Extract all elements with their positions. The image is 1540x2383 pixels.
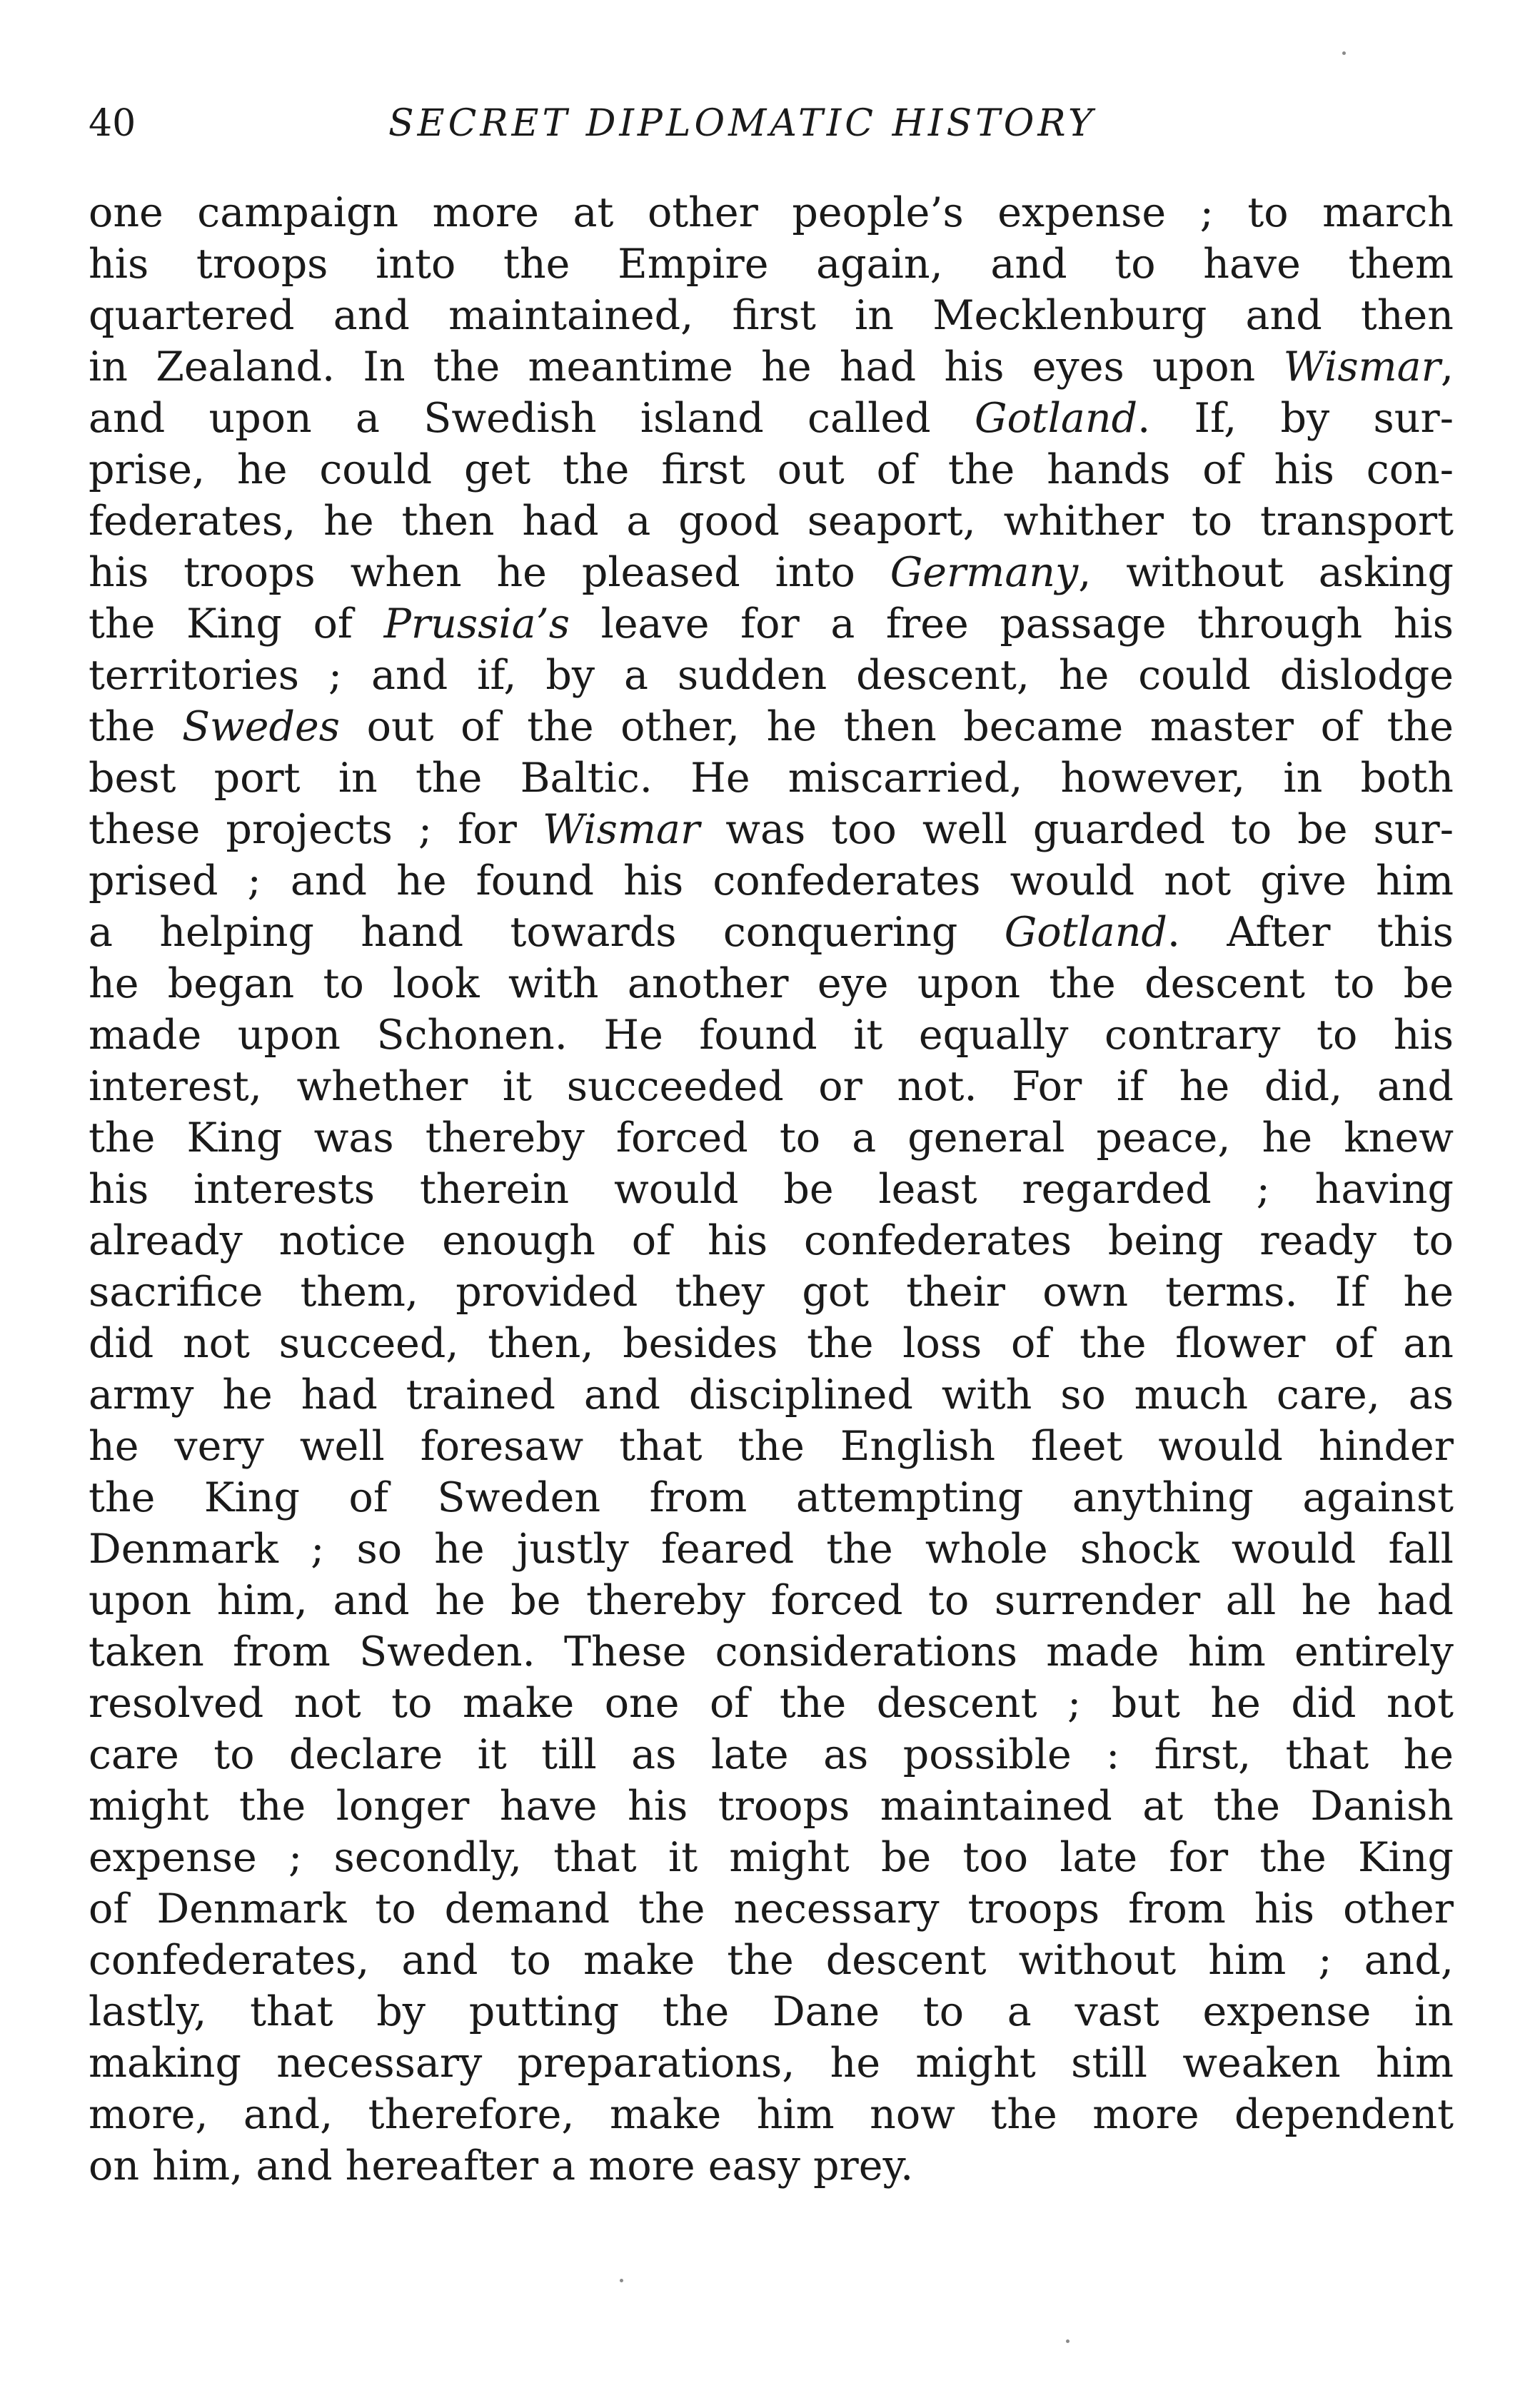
text-line: he began to look with another eye upon the descent to be [89, 960, 1454, 1007]
text-line: sacrifice them, provided they got their own terms. If he [89, 1269, 1454, 1316]
text-line: on him, and hereafter a more easy prey. [89, 2142, 914, 2190]
text-line: he very well foresaw that the English fleet would hinder [89, 1423, 1454, 1470]
italic-term: Wismar [542, 806, 700, 853]
text-line: these projects ; for Wismar was too well guarded to be sur- [89, 806, 1454, 853]
text-line: the King was thereby forced to a general peace, he knew [89, 1114, 1454, 1162]
italic-term: Swedes [181, 703, 341, 750]
text-line: prised ; and he found his confederates would not give him [89, 857, 1454, 905]
text-line: did not succeed, then, besides the loss of the flower of an [89, 1320, 1454, 1367]
page-number: 40 [89, 102, 136, 145]
running-head [89, 99, 1454, 148]
text-line: interest, whether it succeeded or not. For if he did, and [89, 1063, 1454, 1110]
text-line: Denmark ; so he justly feared the whole shock would fall [89, 1526, 1454, 1573]
paper-speck [620, 2279, 623, 2282]
italic-term: Wismar [1283, 343, 1441, 391]
italic-term: Gotland [974, 395, 1138, 442]
text-line: federates, he then had a good seaport, whither to transport [89, 498, 1454, 545]
text-line: his troops into the Empire again, and to have them [89, 241, 1454, 288]
text-line: territories ; and if, by a sudden descent, he could dislodge [89, 652, 1454, 699]
italic-term: Prussia’s [383, 600, 570, 648]
text-line: army he had trained and disciplined with so much care, as [89, 1371, 1454, 1419]
text-line: more, and, therefore, make him now the more dependent [89, 2091, 1454, 2138]
text-line: a helping hand towards conquering Gotland. After this [89, 909, 1454, 956]
text-line: the King of Prussia’s leave for a free passage through his [89, 600, 1454, 648]
text-line: resolved not to make one of the descent ; but he did not [89, 1680, 1454, 1727]
paper-speck [1342, 51, 1346, 55]
text-line: and upon a Swedish island called Gotland. If, by sur- [89, 395, 1454, 442]
text-line: in Zealand. In the meantime he had his eyes upon Wismar, [89, 343, 1454, 391]
running-title: SECRET DIPLOMATIC HISTORY [388, 102, 1097, 145]
text-line: one campaign more at other people’s expense ; to march [89, 189, 1454, 236]
text-line: expense ; secondly, that it might be too late for the King [89, 1834, 1454, 1881]
text-line: care to declare it till as late as possible : first, that he [89, 1731, 1454, 1778]
text-line: the King of Sweden from attempting anything against [89, 1474, 1454, 1521]
text-line: making necessary preparations, he might still weaken him [89, 2040, 1454, 2087]
text-line: his interests therein would be least regarded ; having [89, 1166, 1454, 1213]
body-text [89, 187, 1454, 2192]
text-line: made upon Schonen. He found it equally contrary to his [89, 1012, 1454, 1059]
paper-speck [1066, 2339, 1070, 2343]
italic-term: Gotland [1004, 909, 1167, 956]
text-line: best port in the Baltic. He miscarried, however, in both [89, 755, 1454, 802]
text-line: of Denmark to demand the necessary troops from his other [89, 1885, 1454, 1933]
text-line: quartered and maintained, first in Mecklenburg and then [89, 292, 1454, 339]
text-line: already notice enough of his confederates being ready to [89, 1217, 1454, 1264]
text-line: the Swedes out of the other, he then became master of the [89, 703, 1454, 750]
text-line: his troops when he pleased into Germany, without asking [89, 549, 1454, 596]
italic-term: Germany [890, 549, 1079, 596]
text-line: upon him, and he be thereby forced to surrender all he had [89, 1577, 1454, 1624]
text-line: prise, he could get the first out of the hands of his con- [89, 446, 1454, 493]
text-line: might the longer have his troops maintained at the Danish [89, 1783, 1454, 1830]
text-line: lastly, that by putting the Dane to a vast expense in [89, 1988, 1454, 2035]
text-line: taken from Sweden. These considerations made him entirely [89, 1628, 1454, 1676]
text-line: confederates, and to make the descent without him ; and, [89, 1937, 1454, 1984]
